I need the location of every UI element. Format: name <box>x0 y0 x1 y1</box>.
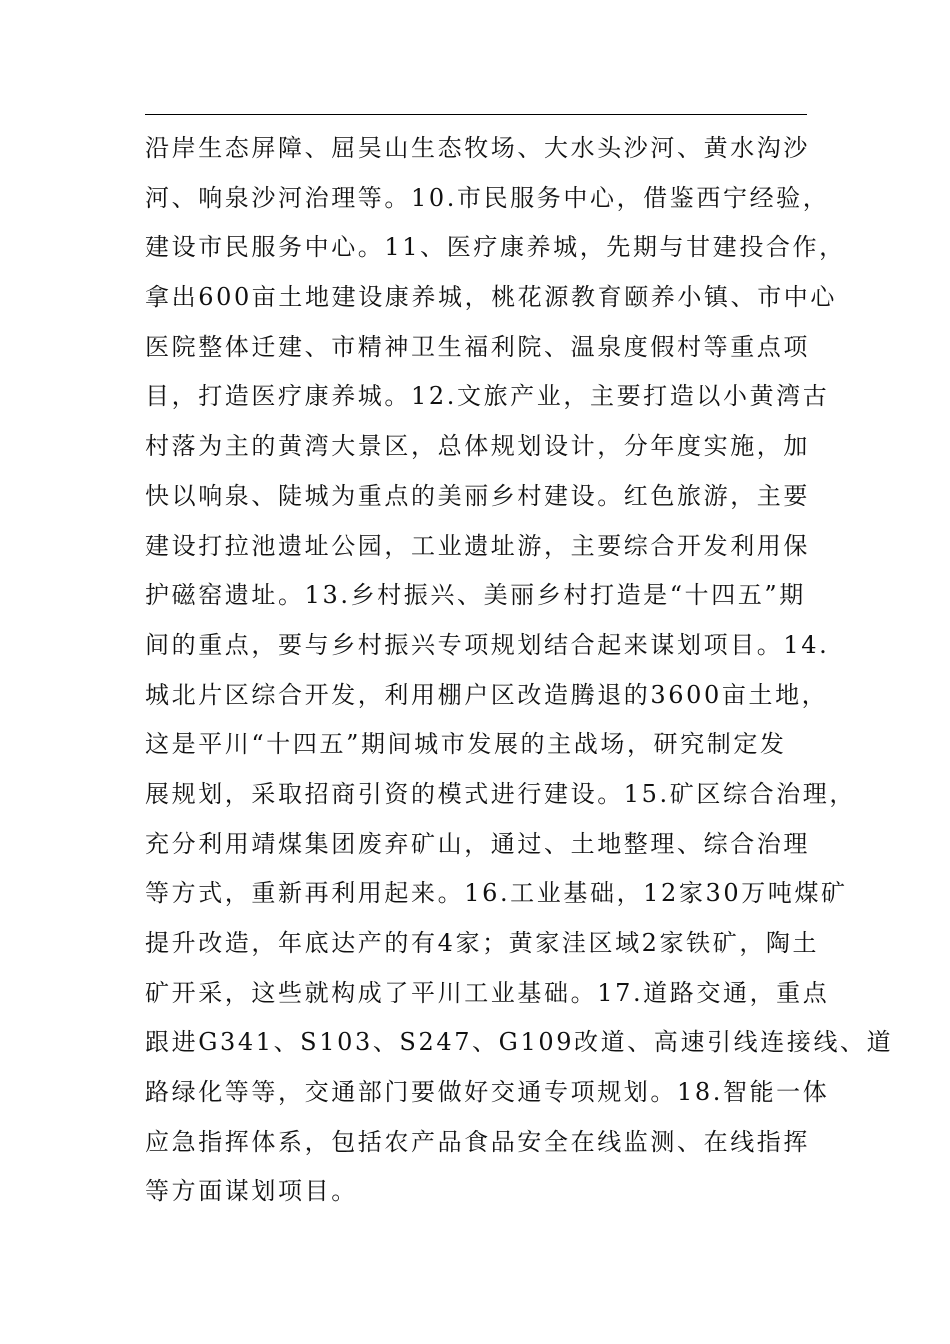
text-line: 路绿化等等，交通部门要做好交通专项规划。18.智能一体 <box>145 1078 830 1107</box>
text-line: 这是平川“十四五”期间城市发展的主战场，研究制定发 <box>145 730 787 759</box>
text-line: 拿出600亩土地建设康养城，桃花源教育颐养小镇、市中心 <box>145 283 838 312</box>
header-rule <box>145 114 807 115</box>
text-line: 应急指挥体系，包括农产品食品安全在线监测、在线指挥 <box>145 1127 810 1156</box>
text-line: 建设打拉池遗址公园，工业遗址游，主要综合开发利用保 <box>145 531 810 560</box>
text-line: 等方式，重新再利用起来。16.工业基础，12家30万吨煤矿 <box>145 879 848 908</box>
text-line: 充分利用靖煤集团废弃矿山，通过、土地整理、综合治理 <box>145 829 810 858</box>
text-line: 间的重点，要与乡村振兴专项规划结合起来谋划项目。14. <box>145 630 830 659</box>
body-text <box>145 124 894 1217</box>
text-line: 矿开采，这些就构成了平川工业基础。17.道路交通，重点 <box>145 978 830 1007</box>
text-line: 建设市民服务中心。11、医疗康养城，先期与甘建投合作， <box>145 233 846 262</box>
text-line: 医院整体迁建、市精神卫生福利院、温泉度假村等重点项 <box>145 332 810 361</box>
text-line: 等方面谋划项目。 <box>145 1177 358 1206</box>
text-line: 跟进G341、S103、S247、G109改道、高速引线连接线、道 <box>145 1028 894 1057</box>
text-line: 河、响泉沙河治理等。10.市民服务中心，借鉴西宁经验， <box>145 183 830 212</box>
text-line: 村落为主的黄湾大景区，总体规划设计，分年度实施，加 <box>145 432 810 461</box>
text-line: 展规划，采取招商引资的模式进行建设。15.矿区综合治理， <box>145 779 856 808</box>
text-line: 目，打造医疗康养城。12.文旅产业，主要打造以小黄湾古 <box>145 382 830 411</box>
text-line: 护磁窑遗址。13.乡村振兴、美丽乡村打造是“十四五”期 <box>145 581 806 610</box>
text-line: 提升改造，年底达产的有4家；黄家洼区域2家铁矿，陶土 <box>145 929 820 957</box>
text-line: 城北片区综合开发，利用棚户区改造腾退的3600亩土地， <box>145 680 829 709</box>
text-line: 快以响泉、陡城为重点的美丽乡村建设。红色旅游，主要 <box>145 481 810 510</box>
text-line: 沿岸生态屏障、屈吴山生态牧场、大水头沙河、黄水沟沙 <box>145 134 810 162</box>
